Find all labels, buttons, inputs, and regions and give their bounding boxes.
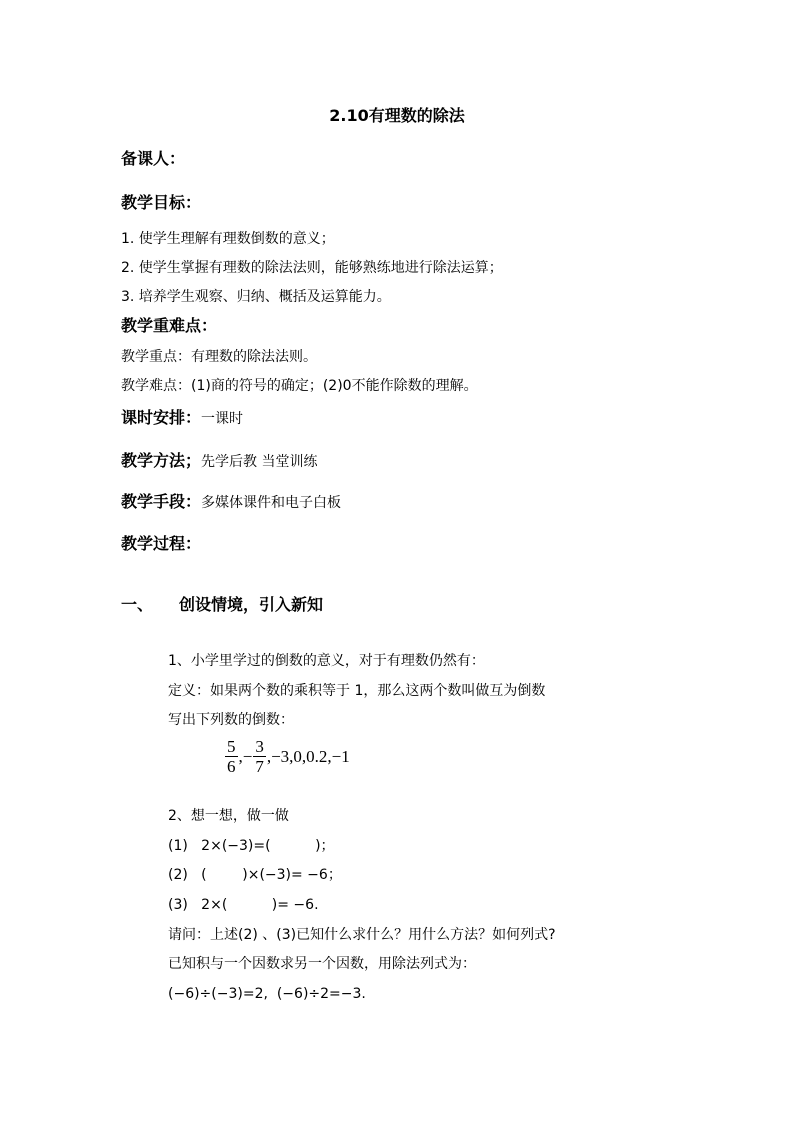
page-title: 2.10有理数的除法 — [329, 106, 465, 125]
fraction-numerator: 3 — [255, 737, 264, 756]
objective-item-1: 1. 使学生理解有理数倒数的意义； — [121, 231, 335, 247]
section1-paragraph-1: 1、小学里学过的倒数的意义，对于有理数仍然有： — [168, 653, 485, 669]
section1-heading — [121, 595, 323, 615]
key-points-heading: 教学重难点： — [121, 316, 218, 335]
means-value: 多媒体课件和电子白板 — [201, 495, 342, 511]
objective-item-3: 3. 培养学生观察、归纳、概括及运算能力。 — [121, 289, 391, 305]
definition-text: 定义：如果两个数的乘积等于 1，那么这两个数叫做互为倒数 — [168, 683, 546, 699]
schedule-label: 课时安排： — [121, 408, 202, 427]
write-prompt: 写出下列数的倒数： — [168, 712, 294, 728]
objectives-heading: 教学目标： — [121, 193, 202, 212]
method-value: 先学后教 当堂训练 — [201, 454, 318, 470]
division-equation: (−6)÷(−3)=2, (−6)÷2=−3. — [168, 986, 366, 1002]
exercise-3: (3) 2×( )= −6. — [168, 897, 319, 913]
schedule-value: 一课时 — [201, 411, 244, 427]
key-point-difficulty: 教学难点：(1)商的符号的确定；(2)0不能作除数的理解。 — [121, 378, 478, 394]
section1-paragraph-2: 2、想一想，做一做 — [168, 808, 289, 824]
method-row — [121, 451, 317, 472]
preparer-label: 备课人： — [121, 149, 186, 168]
fraction-five-sixths — [225, 737, 238, 776]
means-label: 教学手段： — [121, 492, 202, 511]
fraction-denominator: 6 — [227, 757, 236, 776]
known-text: 已知积与一个因数求另一个因数，用除法列式为： — [168, 956, 476, 972]
fraction-denominator: 7 — [255, 757, 264, 776]
method-label: 教学方法； — [121, 451, 202, 470]
fraction-numerator: 5 — [227, 737, 236, 756]
expression-separator: ,− — [238, 746, 253, 766]
fraction-three-sevenths — [253, 737, 266, 776]
schedule-row — [121, 408, 243, 429]
expression-rest: ,−3,0,0.2,−1 — [266, 746, 350, 766]
exercise-2: (2) ( )×(−3)= −6； — [168, 867, 342, 883]
section1-title: 创设情境，引入新知 — [179, 595, 324, 614]
objective-item-2: 2. 使学生掌握有理数的除法法则，能够熟练地进行除法运算； — [121, 260, 503, 276]
reciprocal-expression — [224, 737, 350, 783]
means-row — [121, 492, 341, 513]
process-label: 教学过程： — [121, 534, 202, 553]
section1-number: 一、 — [121, 595, 154, 614]
question-text: 请问：上述(2) 、(3)已知什么求什么？用什么方法？如何列式? — [168, 927, 556, 943]
exercise-1: (1) 2×(−3)=( )； — [168, 838, 335, 854]
key-point-focus: 教学重点：有理数的除法法则。 — [121, 349, 317, 365]
